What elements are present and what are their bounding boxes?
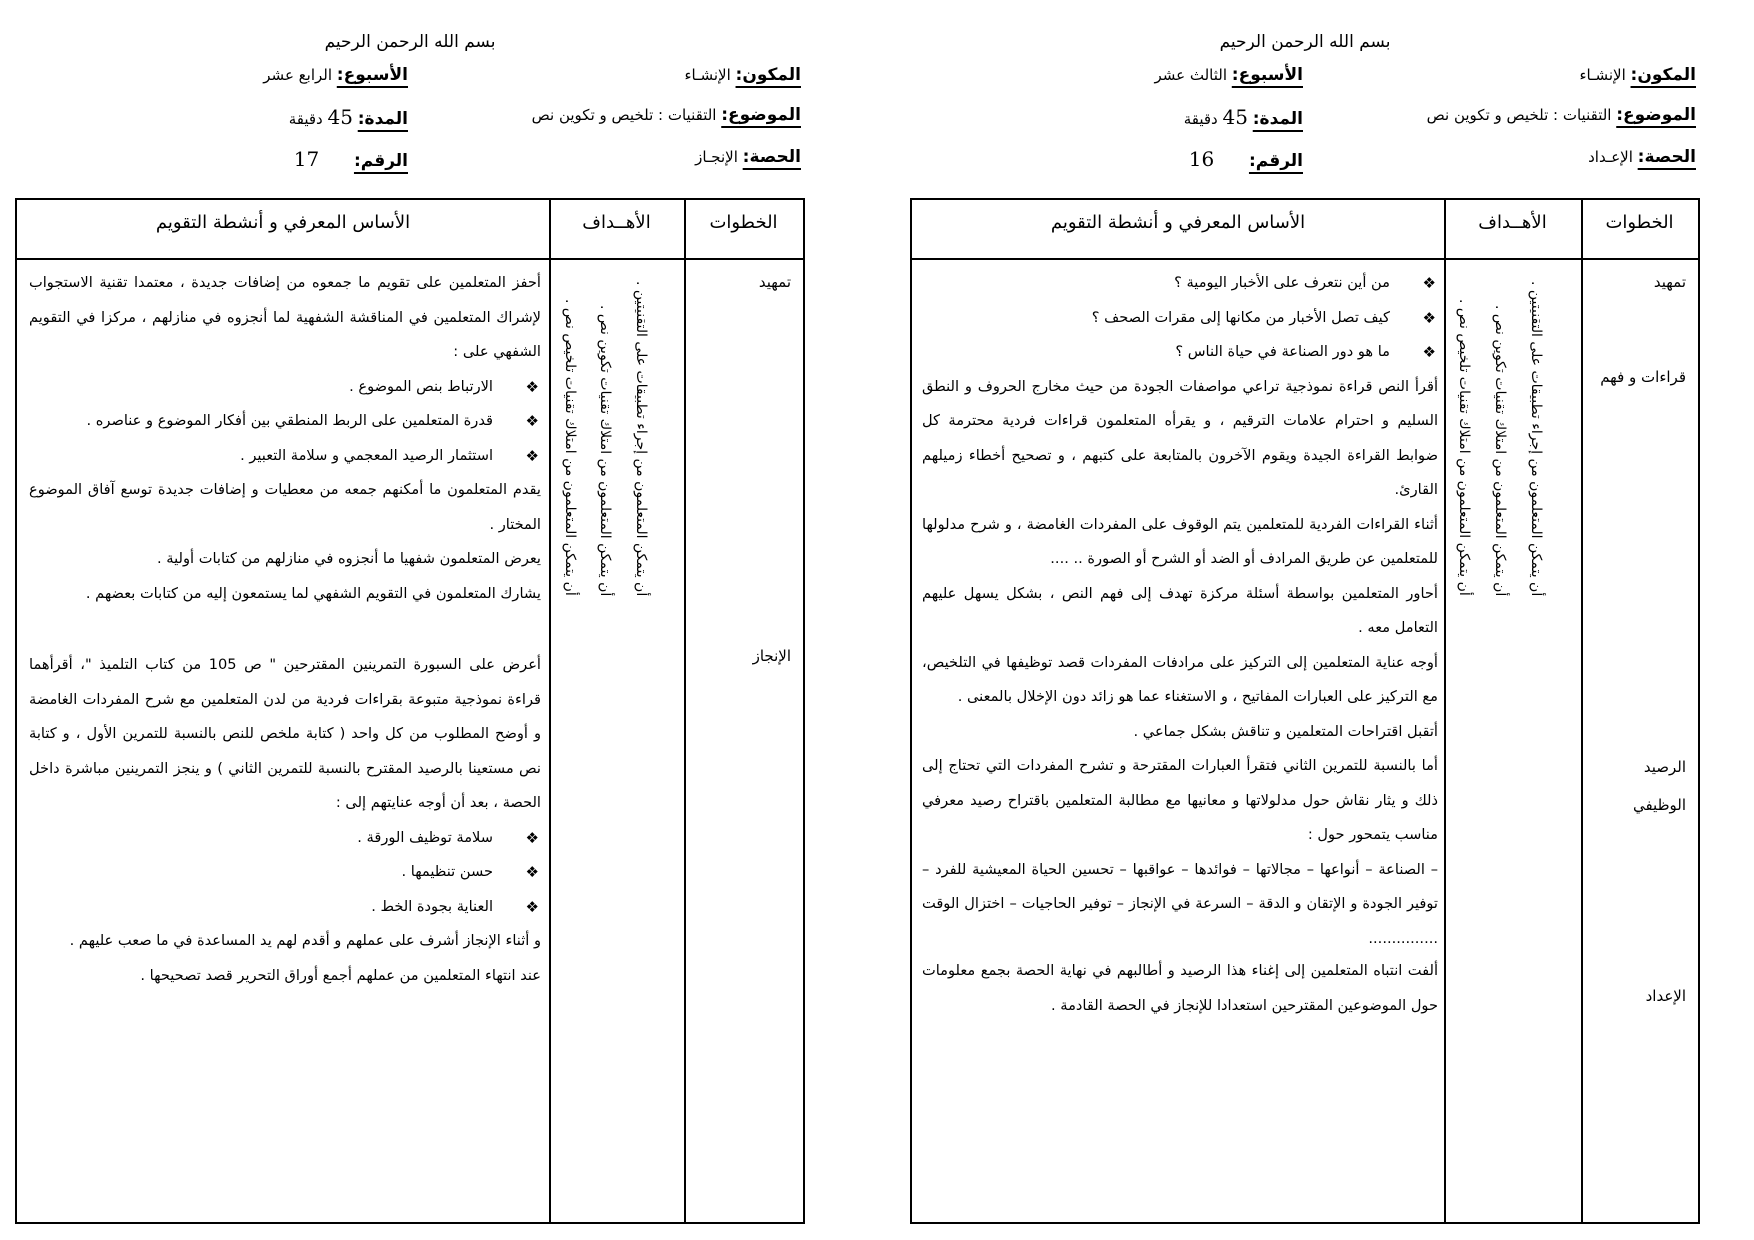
- bullet-item: ❖ ما هو دور الصناعة في حياة الناس ؟: [922, 335, 1438, 370]
- bullet-item: ❖ العناية بجودة الخط .: [29, 890, 541, 925]
- step-intro: تمهيد: [1653, 273, 1686, 291]
- field-component: [1579, 65, 1696, 85]
- bullet-item: ❖ استثمار الرصيد المعجمي و سلامة التعبير .: [29, 439, 541, 474]
- lesson-table: [910, 198, 1700, 1224]
- goal-item: أن يتمكن المتعلمون من إجراء تطبيقات على التقنيتين .: [633, 280, 649, 596]
- header-goals: الأهــداف: [1478, 212, 1547, 233]
- content-paragraph: أوجه عناية المتعلمين إلى التركيز على مرادفات المفردات قصد توظيفها في التلخيص، مع التركيز على العبارات المفاتيح ، و الاستغناء عما هو زائد دون الإخلال بالمعنى .: [922, 653, 1438, 705]
- field-label: الأسبوع:: [336, 65, 408, 85]
- column-divider: [1581, 200, 1583, 1222]
- column-divider: [549, 200, 551, 1222]
- lesson-plan-16: [910, 0, 1700, 1240]
- content-block: [29, 648, 541, 993]
- header-divider: [17, 258, 803, 260]
- field-duration: [1184, 105, 1303, 129]
- content-paragraph: أقرأ النص قراءة نموذجية تراعي مواصفات الجودة من حيث مخارج الحروف و النطق السليم و احترام علامات الترقيم ، و يقرأه المتعلمون قراءات فردية محترمة كل ضوابط القراءة الجيدة ويقوم الآخرون بالمتابعة على كتبهم ، و تصحيح أخطاء زميلهم القارئ.: [922, 377, 1438, 498]
- lesson-table: [15, 198, 805, 1224]
- goal-item: أن يتمكن المتعلمون من إجراء تطبيقات على التقنيتين .: [1528, 280, 1544, 596]
- field-week: [1154, 65, 1303, 85]
- field-value: التقنيات : تلخيص و تكوين نص: [1426, 106, 1612, 124]
- bullet-item: ❖ كيف تصل الأخبار من مكانها إلى مقرات الصحف ؟: [922, 301, 1438, 336]
- content-paragraph: أما بالنسبة للتمرين الثاني فتقرأ العبارات المقترحة و تشرح المفردات التي تحتاج إلى ذلك و يثار نقاش حول مدلولاتها و معانيها مع مطالبة المتعلمين باقتراح رصيد معرفي مناسب يتمحور حول :: [922, 757, 1438, 843]
- goal-item: أن يتمكن المتعلمون من امتلاك تقنيات تكوين نص .: [1492, 304, 1508, 596]
- bullet-item: ❖ من أين نتعرف على الأخبار اليومية ؟: [922, 266, 1438, 301]
- step-production: الإنجاز: [752, 647, 791, 665]
- field-label: الموضوع:: [721, 105, 801, 125]
- field-value: الإنشـاء: [1579, 66, 1626, 84]
- step-reading: قراءات و فهم: [1600, 368, 1686, 386]
- step-intro: تمهيد: [758, 273, 791, 291]
- field-value: 16: [1188, 147, 1215, 171]
- step-vocabulary: الرصيد الوظيفي: [1632, 758, 1686, 814]
- header-divider: [912, 258, 1698, 260]
- field-session: [1588, 147, 1696, 167]
- field-week: [263, 65, 408, 85]
- field-unit: دقيقة: [288, 110, 323, 128]
- column-divider: [684, 200, 686, 1222]
- field-component: [684, 65, 801, 85]
- field-value: 45: [327, 105, 353, 129]
- header-steps: الخطوات: [709, 212, 778, 233]
- content-paragraph: يقدم المتعلمون ما أمكنهم جمعه من معطيات و إضافات جديدة توسع آفاق الموضوع المختار .: [29, 481, 541, 533]
- field-label: المدة:: [1252, 109, 1303, 129]
- header-goals: الأهــداف: [582, 212, 651, 233]
- goal-item: أن يتمكن المتعلمون من امتلاك تقنيات تكوين نص .: [597, 304, 613, 596]
- lesson-plan-17: [15, 0, 805, 1240]
- content-paragraph: أحفز المتعلمين على تقويم ما جمعوه من إضافات جديدة ، معتمدا تقنية الاستجواب لإشراك المتعلمين في المناقشة الشفهية لما أنجزوه في منازلهم ، مركزا في التقويم الشفهي على :: [29, 274, 541, 360]
- field-label: الحصة:: [742, 147, 801, 167]
- content-block: [922, 266, 1438, 956]
- basmala-heading: بسم الله الرحمن الرحيم: [1219, 32, 1391, 52]
- goal-item: أن يتمكن المتعلمون من امتلاك تقنيات تلخيص نص .: [1456, 299, 1472, 596]
- field-topic: [1427, 105, 1696, 125]
- field-duration: [289, 105, 408, 129]
- field-value: الإنشـاء: [684, 66, 731, 84]
- bullet-item: ❖ الارتباط بنص الموضوع .: [29, 370, 541, 405]
- basmala-heading: بسم الله الرحمن الرحيم: [324, 32, 496, 52]
- field-value: 17: [293, 147, 320, 171]
- goal-item: أن يتمكن المتعلمون من امتلاك تقنيات تلخيص نص .: [562, 299, 578, 596]
- header-content: الأساس المعرفي و أنشطة التقويم: [155, 212, 411, 233]
- field-label: المكون:: [1630, 65, 1696, 85]
- content-paragraph: أتقبل اقتراحات المتعلمين و تناقش بشكل جماعي .: [1133, 722, 1438, 740]
- field-label: الأسبوع:: [1231, 65, 1303, 85]
- bullet-item: ❖ قدرة المتعلمين على الربط المنطقي بين أفكار الموضوع و عناصره .: [29, 404, 541, 439]
- content-paragraph: أحاور المتعلمين بواسطة أسئلة مركزة تهدف إلى فهم النص ، بشكل يسهل عليهم التعامل معه .: [922, 584, 1438, 636]
- content-paragraph: يعرض المتعلمون شفهيا ما أنجزوه في منازلهم من كتابات أولية .: [157, 550, 541, 567]
- content-paragraph: يشارك المتعلمون في التقويم الشفهي لما يستمعون إليه من كتابات بعضهم .: [85, 584, 541, 602]
- field-number: [1189, 147, 1303, 171]
- field-value: الثالث عشر: [1154, 66, 1227, 84]
- field-label: الرقم:: [1248, 151, 1303, 171]
- field-label: الموضوع:: [1616, 105, 1696, 125]
- content-paragraph: ألفت انتباه المتعلمين إلى إغناء هذا الرصيد و أطالبهم في نهاية الحصة بجمع معلومات حول الموضوعين المقترحين استعدادا للإنجاز في الحصة القادمة .: [922, 962, 1438, 1014]
- column-divider: [1444, 200, 1446, 1222]
- step-preparation: الإعداد: [1645, 987, 1686, 1005]
- field-label: الرقم:: [353, 151, 408, 171]
- field-topic: [532, 105, 801, 125]
- bullet-item: ❖ حسن تنظيمها .: [29, 855, 541, 890]
- field-session: [695, 147, 801, 167]
- field-label: المكون:: [735, 65, 801, 85]
- header-content: الأساس المعرفي و أنشطة التقويم: [1050, 212, 1306, 233]
- field-label: الحصة:: [1637, 147, 1696, 167]
- field-value: الإنجـاز: [695, 148, 738, 166]
- content-block: [922, 954, 1438, 1023]
- field-value: الإعـداد: [1588, 148, 1633, 166]
- field-unit: دقيقة: [1183, 110, 1218, 128]
- content-block: [29, 266, 541, 611]
- content-paragraph: و أثناء الإنجاز أشرف على عملهم و أقدم لهم يد المساعدة في ما صعب عليهم .: [69, 932, 541, 949]
- content-paragraph: – الصناعة – أنواعها – مجالاتها – فوائدها – عواقبها – تحسين الحياة المعيشية للفرد – توفير الجودة و الإتقان و الدقة – السرعة في الإنجاز – توفير الحاجيات – اختزال الوقت ...............: [922, 860, 1438, 947]
- bullet-item: ❖ سلامة توظيف الورقة .: [29, 821, 541, 856]
- field-value: 45: [1222, 105, 1248, 129]
- content-paragraph: أثناء القراءات الفردية للمتعلمين يتم الوقوف على المفردات الغامضة ، و شرح مدلولها للمتعلمين عن طريق المرادف أو الضد أو الشرح أو الصورة .. ....: [922, 515, 1438, 567]
- content-paragraph: عند انتهاء المتعلمين من عملهم أجمع أوراق التحرير قصد تصحيحها .: [140, 966, 541, 984]
- field-number: [294, 147, 408, 171]
- field-value: التقنيات : تلخيص و تكوين نص: [531, 106, 717, 124]
- field-value: الرابع عشر: [263, 66, 332, 84]
- content-paragraph: أعرض على السبورة التمرينين المقترحين " ص 105 من كتاب التلميذ "، أقرأهما قراءة نموذجية متبوعة بقراءات فردية من لدن المتعلمين مع شرح المفردات الغامضة و أوضح المطلوب من كل واحد ( كتابة ملخص للنص بالنسبة للتمرين الأول ، و كتابة نص مستعينا بالرصيد المقترح بالنسبة للتمرين الثاني ) و ينجز التمرينين مباشرة داخل الحصة ، بعد أن أوجه عنايتهم إلى :: [29, 656, 541, 811]
- header-steps: الخطوات: [1605, 212, 1674, 233]
- field-label: المدة:: [357, 109, 408, 129]
